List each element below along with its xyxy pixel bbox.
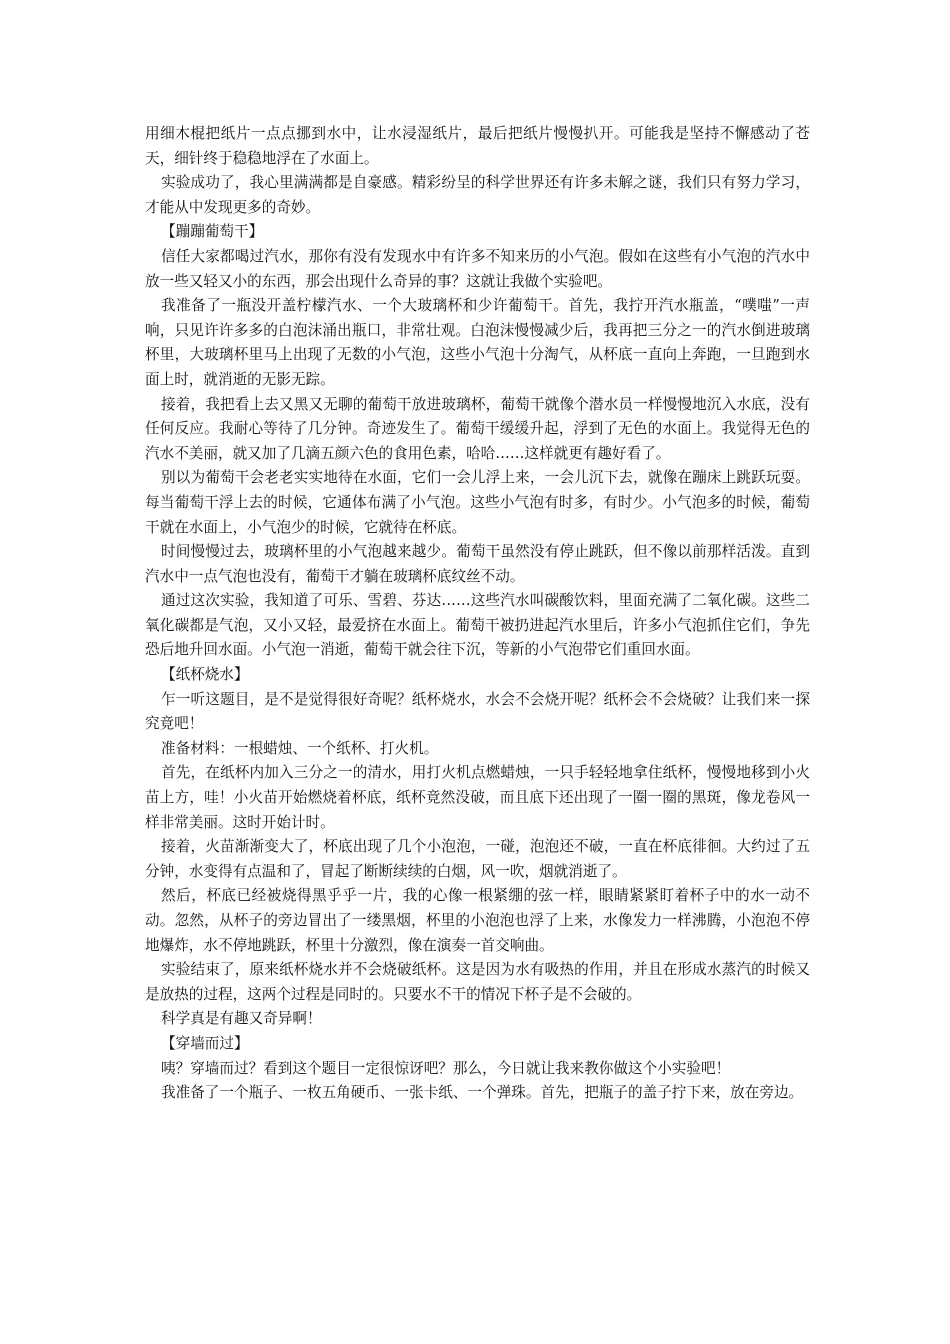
paragraph: 通过这次实验，我知道了可乐、雪碧、芬达……这些汽水叫碳酸饮料，里面充满了二氧化碳。这些二氧化碳都是气泡，又小又轻，最爱挤在水面上。葡萄干被扔进起汽水里后，许多小气泡抓住它们，争先恐后地升回水面。小气泡一消逝，葡萄干就会往下沉，等新的小气泡带它们重回水面。 — [145, 592, 810, 659]
paragraph: 咦？穿墙而过？看到这个题目一定很惊讶吧？那么，今日就让我来教你做这个小实验吧！ — [161, 1059, 731, 1077]
paragraph: 首先，在纸杯内加入三分之一的清水，用打火机点燃蜡烛，一只手轻轻地拿住纸杯，慢慢地移到小火苗上方，哇！小火苗开始燃烧着杯底，纸杯竟然没破，而且底下还出现了一圈一圈的黑斑，像龙卷风一样非常美丽。这时开始计时。 — [145, 764, 810, 831]
paragraph: 然后，杯底已经被烧得黑乎乎一片，我的心像一根紧绷的弦一样，眼睛紧紧盯着杯子中的水一动不动。忽然，从杯子的旁边冒出了一缕黑烟，杯里的小泡泡也浮了上来，水像发力一样沸腾，小泡泡不停地爆炸，水不停地跳跃，杯里十分激烈，像在演奏一首交响曲。 — [145, 887, 810, 954]
paragraph: 接着，火苗渐渐变大了，杯底出现了几个小泡泡，一碰，泡泡还不破，一直在杯底徘徊。大约过了五分钟，水变得有点温和了，冒起了断断续续的白烟，风一吹，烟就消逝了。 — [145, 838, 810, 880]
paragraph: 信任大家都喝过汽水，那你有没有发现水中有许多不知来历的小气泡。假如在这些有小气泡的汽水中放一些又轻又小的东西，那会出现什么奇异的事？这就让我做个实验吧。 — [145, 247, 810, 290]
paragraph: 用细木棍把纸片一点点挪到水中，让水浸湿纸片，最后把纸片慢慢扒开。可能我是坚持不懈感动了苍天，细针终于稳稳地浮在了水面上。 — [145, 125, 810, 167]
paragraph: 我准备了一个瓶子、一枚五角硬币、一张卡纸、一个弹珠。首先，把瓶子的盖子拧下来，放在旁边。 — [161, 1084, 804, 1102]
section-heading: 【纸杯烧水】 — [161, 666, 249, 684]
paragraph: 乍一听这题目，是不是觉得很好奇呢？纸杯烧水，水会不会烧开呢？纸杯会不会烧破？让我们来一探究竟吧！ — [145, 690, 810, 733]
paragraph: 准备材料：一根蜡烛、一个纸杯、打火机。 — [161, 739, 439, 757]
section-heading: 【穿墙而过】 — [161, 1034, 249, 1052]
paragraph: 实验成功了，我心里满满都是自豪感。精彩纷呈的科学世界还有许多未解之谜，我们只有努力学习，才能从中发现更多的奇妙。 — [145, 174, 810, 216]
section-heading: 【蹦蹦葡萄干】 — [161, 223, 264, 241]
paragraph: 实验结束了，原来纸杯烧水并不会烧破纸杯。这是因为水有吸热的作用，并且在形成水蒸汽的时候又是放热的过程，这两个过程是同时的。只要水不干的情况下杯子是不会破的。 — [145, 961, 810, 1003]
paragraph: 别以为葡萄干会老老实实地待在水面，它们一会儿浮上来，一会儿沉下去，就像在蹦床上跳跃玩耍。每当葡萄干浮上去的时候，它通体布满了小气泡。这些小气泡有时多，有时少。小气泡多的时候，葡萄干就在水面上，小气泡少的时候，它就待在杯底。 — [145, 469, 810, 536]
document-body — [145, 122, 810, 1106]
paragraph: 时间慢慢过去，玻璃杯里的小气泡越来越少。葡萄干虽然没有停止跳跃，但不像以前那样活泼。直到汽水中一点气泡也没有，葡萄干才躺在玻璃杯底纹丝不动。 — [145, 543, 810, 585]
paragraph: 接着，我把看上去又黑又无聊的葡萄干放进玻璃杯，葡萄干就像个潜水员一样慢慢地沉入水底，没有任何反应。我耐心等待了几分钟。奇迹发生了。葡萄干缓缓升起，浮到了无色的水面上。我觉得无色的汽水不美丽，就又加了几滴五颜六色的食用色素，哈哈……这样就更有趣好看了。 — [145, 395, 810, 462]
paragraph: 我准备了一瓶没开盖柠檬汽水、一个大玻璃杯和少许葡萄干。首先，我拧开汽水瓶盖，“噗嗤”一声响，只见许许多多的白泡沫涌出瓶口，非常壮观。白泡沫慢慢减少后，我再把三分之一的汽水倒进玻璃杯里，大玻璃杯里马上出现了无数的小气泡，这些小气泡十分淘气，从杯底一直向上奔跑，一旦跑到水面上时，就消逝的无影无踪。 — [145, 297, 810, 388]
paragraph: 科学真是有趣又奇异啊！ — [161, 1010, 322, 1028]
